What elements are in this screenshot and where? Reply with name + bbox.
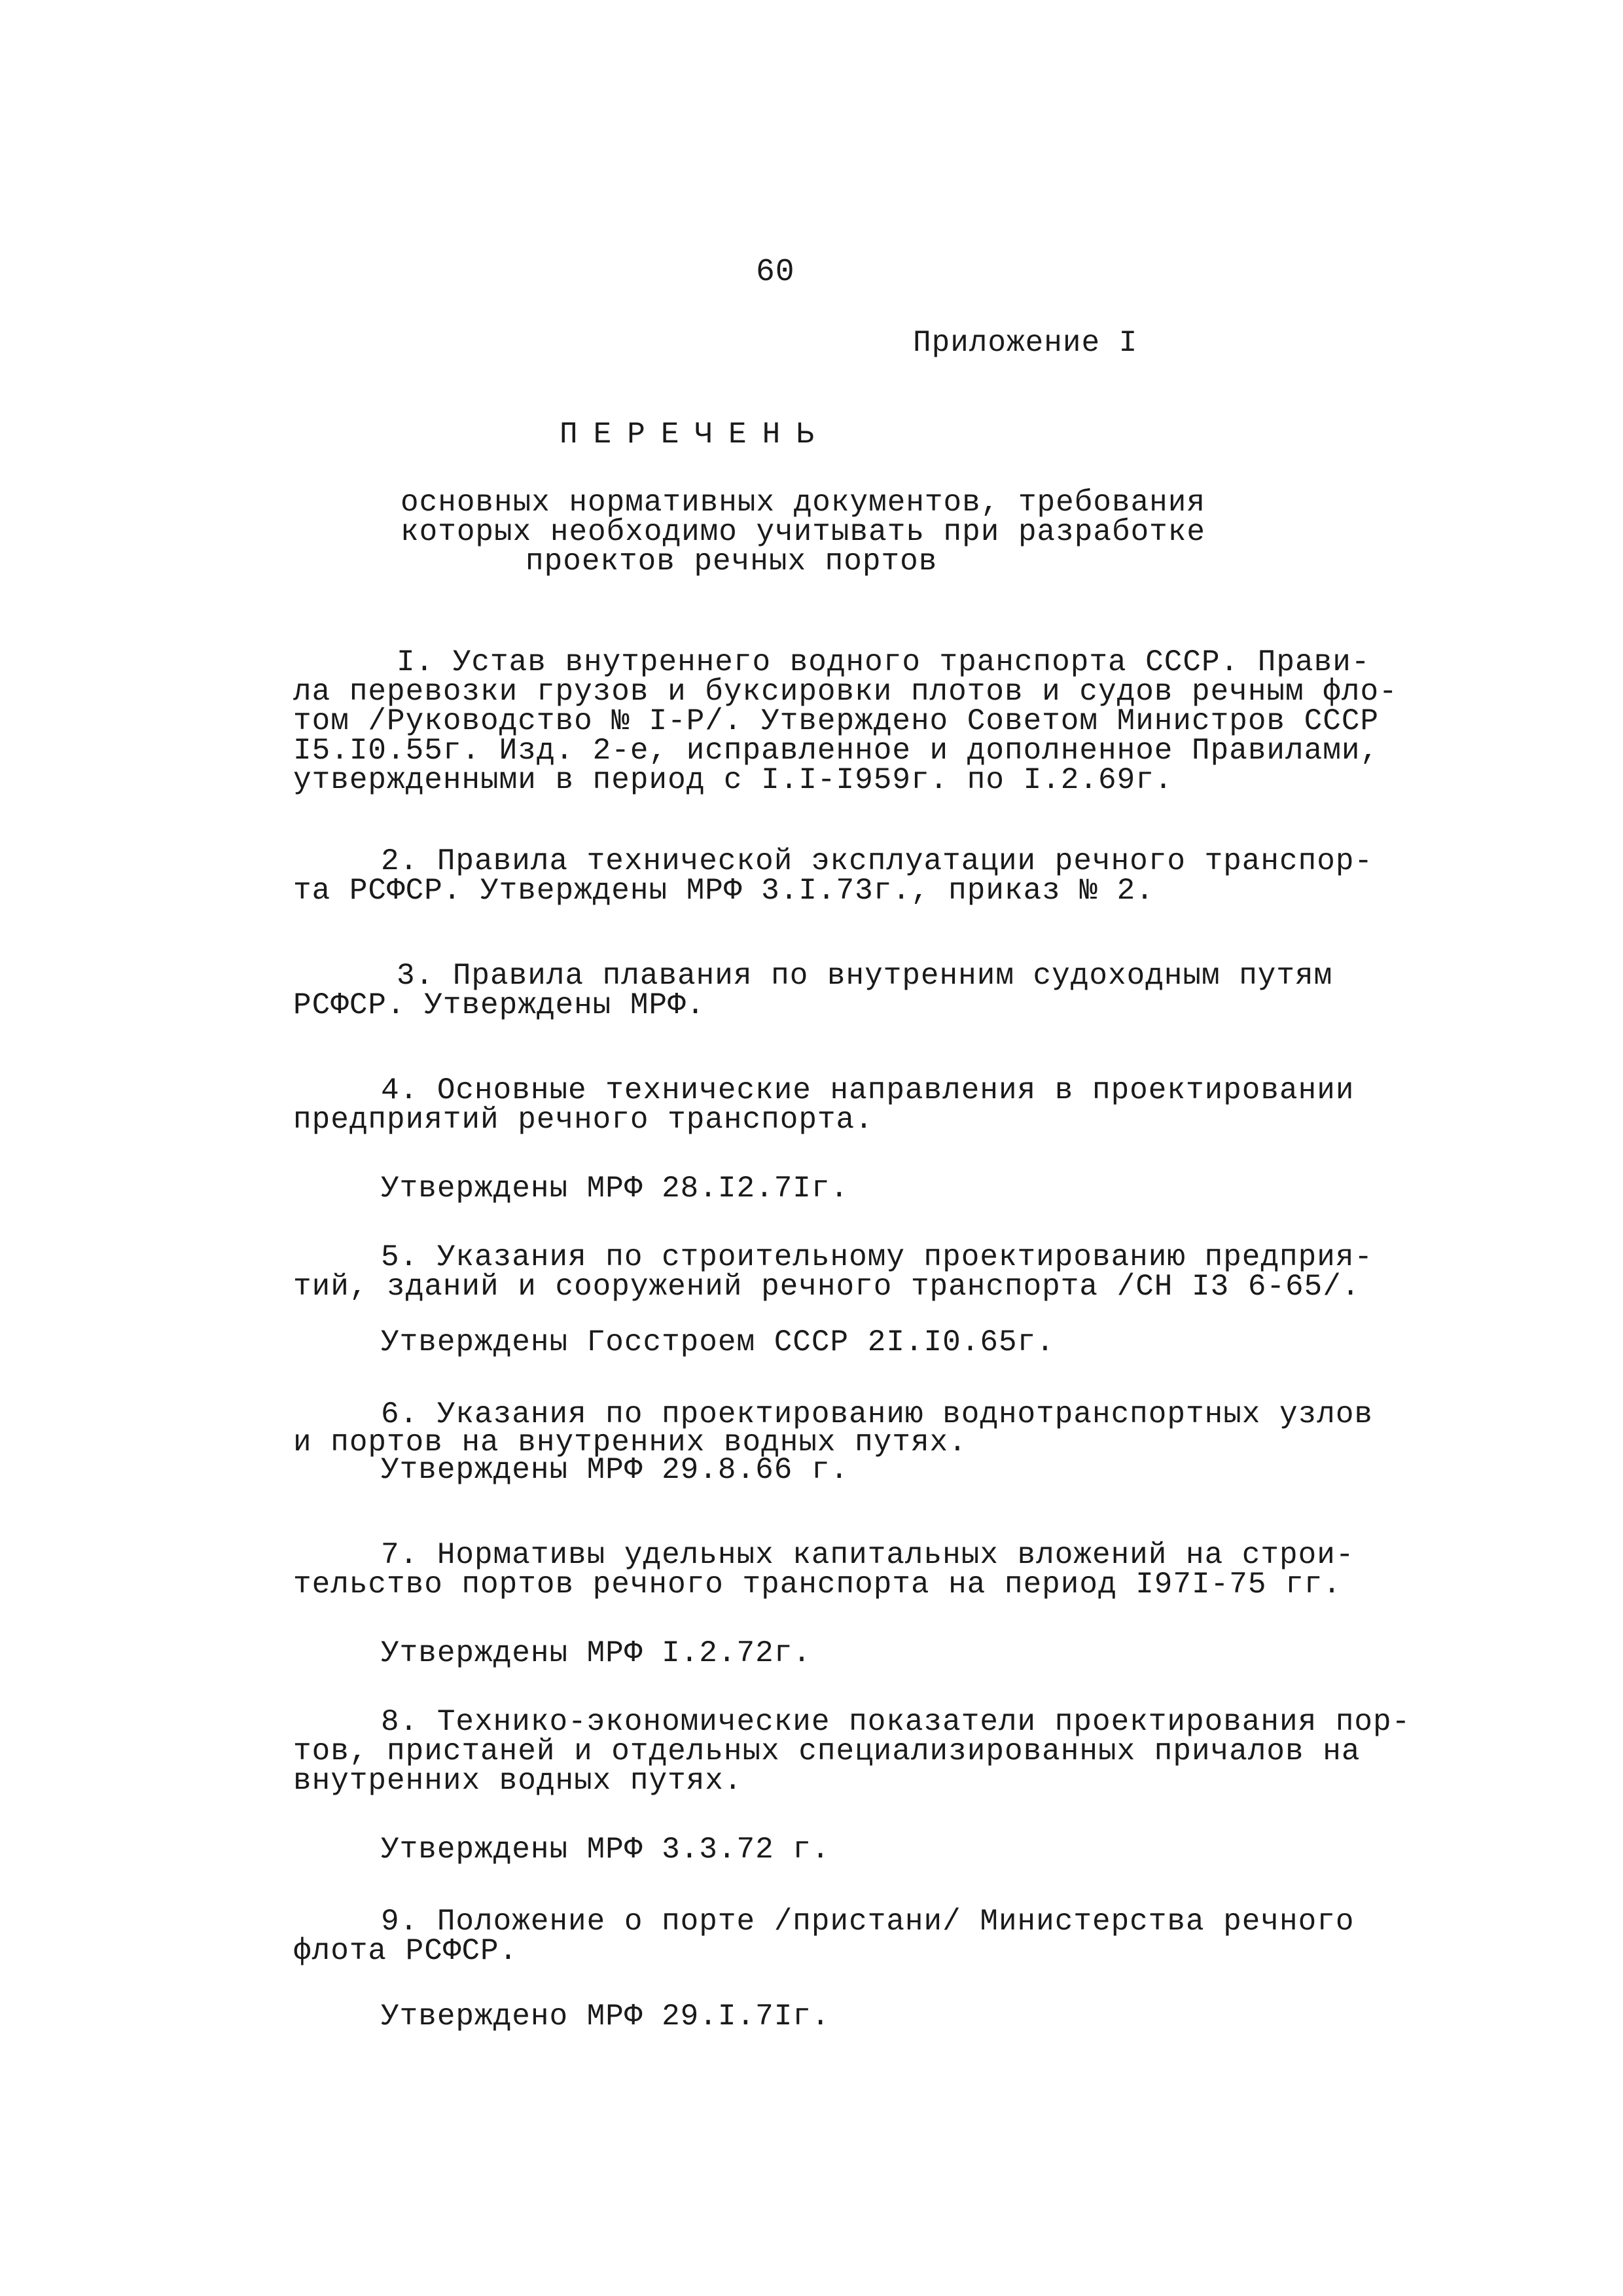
item-3-line: РСФСР. Утверждены МРФ.	[293, 988, 705, 1022]
subheading-line: основных нормативных документов, требования	[401, 486, 1205, 520]
item-1-line: утвержденными в период с I.I-I959г. по I.2.69г.	[293, 763, 1173, 797]
item-2-line: та РСФСР. Утверждены МРФ 3.I.73г., приказ № 2.	[293, 874, 1154, 908]
item-1-line: том /Руководство № I-Р/. Утверждено Советом Министров СССР	[293, 704, 1380, 738]
item-4-line: 4. Основные технические направления в проектировании	[381, 1073, 1355, 1107]
item-8-line: тов, пристаней и отдельных специализированных причалов на	[293, 1734, 1361, 1768]
item-9-line: 9. Положение о порте /пристани/ Министерства речного	[381, 1905, 1355, 1939]
item-5-approval: Утверждены Госстроем СССР 2I.I0.65г.	[381, 1325, 1055, 1359]
subheading-line: проектов речных портов	[526, 545, 938, 579]
item-1-line: I. Устав внутреннего водного транспорта СССР. Прави-	[397, 645, 1370, 679]
item-7-line: 7. Нормативы удельных капитальных вложений на строи-	[381, 1538, 1355, 1572]
item-5-line: тий, зданий и сооружений речного транспорта /СН I3 6-65/.	[293, 1270, 1361, 1304]
item-9-approval: Утверждено МРФ 29.I.7Iг.	[381, 2000, 830, 2034]
item-8-line: 8. Технико-экономические показатели проектирования пор-	[381, 1705, 1411, 1739]
item-6-approval: Утверждены МРФ 29.8.66 г.	[381, 1453, 849, 1487]
document-heading: ПЕРЕЧЕНЬ	[560, 418, 830, 452]
item-8-line: внутренних водных путях.	[293, 1764, 743, 1798]
item-6-line: 6. Указания по проектированию воднотранспортных узлов	[381, 1397, 1374, 1431]
item-5-line: 5. Указания по строительному проектированию предприя-	[381, 1240, 1374, 1274]
item-3-line: 3. Правила плавания по внутренним судоходным путям	[397, 959, 1333, 993]
appendix-label: Приложение I	[913, 326, 1138, 360]
item-6-line: и портов на внутренних водных путях.	[293, 1426, 967, 1460]
item-8-approval: Утверждены МРФ 3.3.72 г.	[381, 1833, 830, 1867]
item-4-approval: Утверждены МРФ 28.I2.7Iг.	[381, 1172, 849, 1206]
item-1-line: ла перевозки грузов и буксировки плотов и судов речным фло-	[293, 675, 1398, 709]
item-9-line: флота РСФСР.	[293, 1934, 518, 1968]
item-4-line: предприятий речного транспорта.	[293, 1103, 874, 1137]
item-7-approval: Утверждены МРФ I.2.72г.	[381, 1636, 812, 1670]
subheading-line: которых необходимо учитывать при разработке	[401, 515, 1205, 549]
item-1-line: I5.I0.55г. Изд. 2-е, исправленное и дополненное Правилами,	[293, 734, 1380, 768]
page-number: 60	[756, 255, 795, 290]
item-7-line: тельство портов речного транспорта на период I97I-75 гг.	[293, 1568, 1342, 1602]
item-2-line: 2. Правила технической эксплуатации речного транспор-	[381, 844, 1374, 878]
